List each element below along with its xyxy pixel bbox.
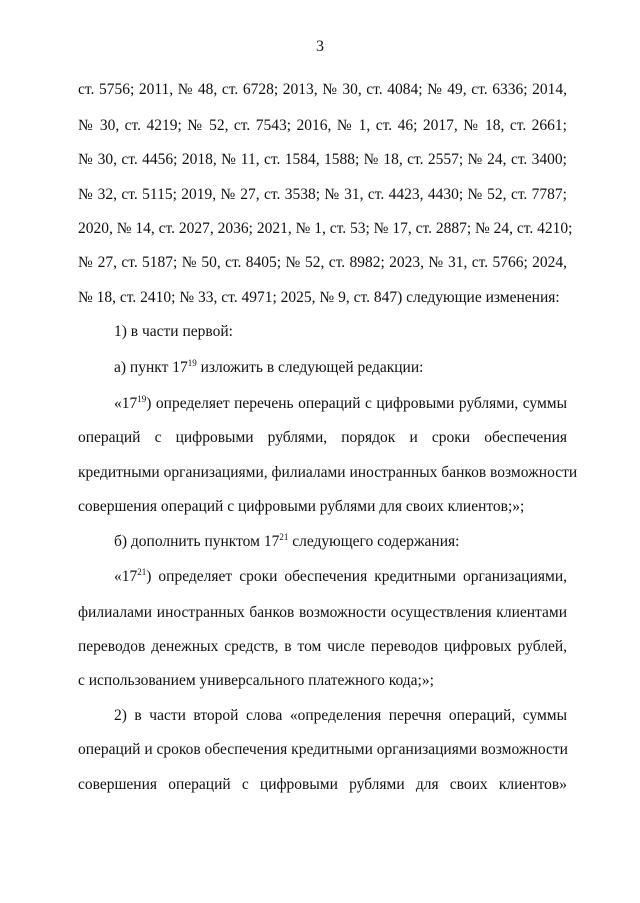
item-2-line-2: операций и сроков обеспечения кредитными организациями возможности xyxy=(78,741,568,758)
body-line-4: № 32, ст. 5115; 2019, № 27, ст. 3538; № 31, ст. 4423, 4430; № 52, ст. 7787; xyxy=(78,186,567,203)
body-line-7: № 18, ст. 2410; № 33, ст. 4971; 2025, № 9, ст. 847) следующие изменения: xyxy=(78,289,560,306)
body-line-5: 2020, № 14, ст. 2027, 2036; 2021, № 1, ст. 53; № 17, ст. 2887; № 24, ст. 4210; xyxy=(78,220,573,237)
item-1: 1) в части первой: xyxy=(114,323,233,340)
item-2-line-1: 2) в части второй слова «определения перечня операций, суммы xyxy=(114,707,567,724)
item-b-before: б) дополнить пунктом 17 xyxy=(114,533,280,550)
quote2-rest: ) определяет сроки обеспечения кредитными организациями, xyxy=(146,568,567,585)
quote1-line-1 xyxy=(114,394,567,414)
body-line-1: ст. 5756; 2011, № 48, ст. 6728; 2013, № 30, ст. 4084; № 49, ст. 6336; 2014, xyxy=(78,81,567,98)
body-line-2: № 30, ст. 4219; № 52, ст. 7543; 2016, № 1, ст. 46; 2017, № 18, ст. 2661; xyxy=(78,117,567,134)
item-a xyxy=(114,358,567,378)
quote1-rest: ) определяет перечень операций с цифровыми рублями, суммы xyxy=(146,395,567,412)
quote2-line-4: с использованием универсального платежного кода;»; xyxy=(78,672,434,689)
item-a-before: а) пункт 17 xyxy=(114,359,188,376)
quote2-line-2: филиалами иностранных банков возможности осуществления клиентами xyxy=(78,604,567,621)
page-number: 3 xyxy=(316,38,324,55)
quote2-line-3: переводов денежных средств, в том числе переводов цифровых рублей, xyxy=(78,638,567,655)
item-a-after: изложить в следующей редакции: xyxy=(196,359,424,376)
quote2-open: «17 xyxy=(114,568,138,585)
item-b-sup: 21 xyxy=(279,531,289,542)
quote1-open: «17 xyxy=(114,395,138,412)
quote1-line-2: операций с цифровыми рублями, порядок и сроки обеспечения xyxy=(78,429,567,446)
quote1-line-3: кредитными организациями, филиалами иностранных банков возможности xyxy=(78,464,578,481)
item-b-after: следующего содержания: xyxy=(288,533,460,550)
body-line-3: № 30, ст. 4456; 2018, № 11, ст. 1584, 1588; № 18, ст. 2557; № 24, ст. 3400; xyxy=(78,151,567,168)
quote1-sup: 19 xyxy=(137,393,147,404)
quote2-line-1 xyxy=(114,567,567,587)
item-a-sup: 19 xyxy=(187,357,197,368)
quote1-line-4: совершения операций с цифровыми рублями для своих клиентов;»; xyxy=(78,498,525,515)
quote2-sup: 21 xyxy=(137,566,147,577)
item-2-line-3: совершения операций с цифровыми рублями для своих клиентов» xyxy=(78,776,567,793)
body-line-6: № 27, ст. 5187; № 50, ст. 8405; № 52, ст. 8982; 2023, № 31, ст. 5766; 2024, xyxy=(78,254,567,271)
item-b xyxy=(114,532,567,552)
